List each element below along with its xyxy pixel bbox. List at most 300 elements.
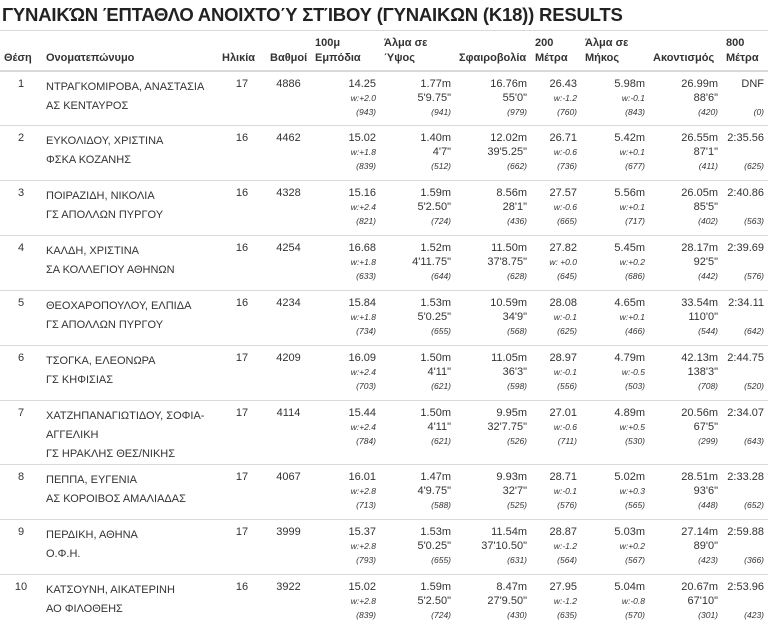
imperial-mark: 85'5" xyxy=(693,201,718,213)
cell-rank: 1 xyxy=(0,71,42,126)
cell-shot-put xyxy=(455,291,531,346)
event-mark: 2:34.11 xyxy=(728,297,764,309)
event-mark: 1.59m xyxy=(420,581,451,593)
spacer xyxy=(726,365,764,379)
event-mark: 1.50m xyxy=(420,407,451,419)
event-mark: 15.84 xyxy=(348,297,376,309)
cell-athlete xyxy=(42,575,218,627)
athlete-name: ΠΟΙΡΑΖΙΔΗ, ΝΙΚΟΛΙΑ xyxy=(46,190,155,202)
cell-athlete xyxy=(42,465,218,520)
table-row xyxy=(0,236,768,291)
event-mark: 27.57 xyxy=(549,187,577,199)
cell-athlete xyxy=(42,401,218,465)
spacer xyxy=(726,484,764,498)
imperial-mark: 4'11" xyxy=(427,366,451,378)
imperial-mark: 5'2.50" xyxy=(417,201,451,213)
event-points: (736) xyxy=(557,161,577,171)
cell-points: 4254 xyxy=(266,236,311,291)
event-points: (301) xyxy=(698,610,718,620)
wind-reading: w:+1.8 xyxy=(350,147,376,157)
event-mark: 5.98m xyxy=(614,77,645,90)
athlete-name: ΘΕΟΧΑΡΟΠΟΥΛΟΥ, ΕΛΠΙΔΑ xyxy=(46,300,192,312)
header-hurdles: 100μ Εμπόδια xyxy=(311,31,380,71)
cell-shot-put xyxy=(455,236,531,291)
imperial-mark: 93'6" xyxy=(693,485,718,497)
event-mark: 42.13m xyxy=(681,352,718,364)
cell-200m xyxy=(531,520,581,575)
event-points: (644) xyxy=(431,271,451,281)
cell-800m xyxy=(722,520,768,575)
cell-age: 16 xyxy=(218,236,266,291)
event-mark: 27.82 xyxy=(549,242,577,254)
event-mark: 5.42m xyxy=(614,132,645,144)
cell-hurdles xyxy=(311,401,380,465)
event-points: (366) xyxy=(744,555,764,565)
imperial-mark: 5'0.25" xyxy=(417,540,451,552)
event-mark: 26.55m xyxy=(681,132,718,144)
cell-800m xyxy=(722,291,768,346)
cell-rank: 6 xyxy=(0,346,42,401)
wind-reading: w:+0.1 xyxy=(619,312,645,322)
cell-javelin xyxy=(649,520,722,575)
cell-athlete xyxy=(42,346,218,401)
event-points: (635) xyxy=(557,610,577,620)
cell-javelin xyxy=(649,181,722,236)
table-row xyxy=(0,181,768,236)
results-body xyxy=(0,71,768,627)
event-points: (0) xyxy=(753,106,764,117)
event-points: (686) xyxy=(625,271,645,281)
table-header-row xyxy=(0,31,768,71)
table-row xyxy=(0,575,768,627)
athlete-name: ΧΑΤΖΗΠΑΝΑΓΙΩΤΙΔΟΥ, ΣΟΦΙΑ-ΑΓΓΕΛΙΚΗ xyxy=(46,410,205,441)
imperial-mark: 37'10.50" xyxy=(481,540,527,552)
event-points: (402) xyxy=(698,216,718,226)
event-points: (436) xyxy=(507,216,527,226)
event-points: (724) xyxy=(431,610,451,620)
athlete-name: ΤΣΟΓΚΑ, ΕΛΕΟΝΩΡΑ xyxy=(46,355,156,367)
cell-age: 17 xyxy=(218,401,266,465)
wind-reading: w:+0.2 xyxy=(619,541,645,551)
cell-long-jump xyxy=(581,346,649,401)
imperial-mark: 88'6" xyxy=(693,91,718,104)
wind-reading: w: +0.0 xyxy=(549,257,577,267)
event-points: (621) xyxy=(431,436,451,446)
event-mark: DNF xyxy=(741,77,764,90)
athlete-club: ΣΑ ΚΟΛΛΕΓΙΟΥ ΑΘΗΝΩΝ xyxy=(46,264,175,276)
event-points: (442) xyxy=(698,271,718,281)
wind-reading: w:+0.1 xyxy=(619,147,645,157)
imperial-mark: 34'9" xyxy=(502,311,527,323)
event-points: (526) xyxy=(507,436,527,446)
event-points: (941) xyxy=(431,106,451,117)
cell-high-jump xyxy=(380,236,455,291)
spacer xyxy=(726,310,764,324)
event-mark: 20.67m xyxy=(681,581,718,593)
athlete-name: ΝΤΡΑΓΚΟΜΙΡΟΒΑ, ΑΝΑΣΤΑΣΙΑ xyxy=(46,80,205,93)
table-row xyxy=(0,71,768,126)
imperial-mark: 5'2.50" xyxy=(417,595,451,607)
cell-javelin xyxy=(649,465,722,520)
wind-reading: w:-0.6 xyxy=(553,147,577,157)
cell-high-jump xyxy=(380,465,455,520)
cell-age: 16 xyxy=(218,291,266,346)
cell-hurdles xyxy=(311,236,380,291)
wind-reading: w:+2.4 xyxy=(350,367,376,377)
event-points: (448) xyxy=(698,500,718,510)
event-points: (576) xyxy=(557,500,577,510)
event-mark: 20.56m xyxy=(681,407,718,419)
event-points: (839) xyxy=(356,610,376,620)
cell-long-jump xyxy=(581,291,649,346)
event-mark: 11.54m xyxy=(491,526,527,538)
cell-shot-put xyxy=(455,575,531,627)
event-points: (655) xyxy=(431,326,451,336)
imperial-mark: 36'3" xyxy=(502,366,527,378)
cell-200m xyxy=(531,71,581,126)
spacer xyxy=(726,420,764,434)
cell-athlete xyxy=(42,236,218,291)
event-mark: 5.03m xyxy=(614,526,645,538)
athlete-name: ΚΑΛΔΗ, ΧΡΙΣΤΙΝΑ xyxy=(46,245,140,257)
event-mark: 11.50m xyxy=(491,242,527,254)
imperial-mark: 67'5" xyxy=(693,421,718,433)
cell-points: 4114 xyxy=(266,401,311,465)
cell-200m xyxy=(531,465,581,520)
event-points: (703) xyxy=(356,381,376,391)
event-points: (466) xyxy=(625,326,645,336)
header-long-jump: Άλμα σε Μήκος xyxy=(581,31,649,71)
table-row xyxy=(0,401,768,465)
event-mark: 28.71 xyxy=(549,471,577,483)
cell-shot-put xyxy=(455,520,531,575)
event-points: (568) xyxy=(507,326,527,336)
event-points: (512) xyxy=(431,161,451,171)
event-mark: 28.51m xyxy=(681,471,718,483)
cell-long-jump xyxy=(581,181,649,236)
cell-200m xyxy=(531,291,581,346)
event-mark: 5.45m xyxy=(614,242,645,254)
imperial-mark: 27'9.50" xyxy=(487,595,527,607)
event-mark: 2:59.88 xyxy=(727,526,764,538)
event-points: (628) xyxy=(507,271,527,281)
athlete-club: ΦΣΚΑ ΚΟΖΑΝΗΣ xyxy=(46,154,131,166)
athlete-name: ΠΕΡΔΙΚΗ, ΑΘΗΝΑ xyxy=(46,529,138,541)
cell-rank: 7 xyxy=(0,401,42,465)
event-mark: 26.05m xyxy=(681,187,718,199)
cell-long-jump xyxy=(581,401,649,465)
wind-reading: w:-0.6 xyxy=(553,422,577,432)
header-points: Βαθμοί xyxy=(266,31,311,71)
wind-reading: w:-0.1 xyxy=(553,367,577,377)
cell-high-jump xyxy=(380,126,455,181)
imperial-mark: 4'11.75" xyxy=(412,256,451,268)
cell-shot-put xyxy=(455,126,531,181)
event-mark: 8.56m xyxy=(496,187,527,199)
wind-reading: w:+2.8 xyxy=(350,486,376,496)
wind-reading: w:+2.8 xyxy=(350,541,376,551)
athlete-club: ΑΣ ΚΕΝΤΑΥΡΟΣ xyxy=(46,99,129,112)
cell-hurdles xyxy=(311,71,380,126)
event-mark: 15.37 xyxy=(348,526,376,538)
event-mark: 16.01 xyxy=(348,471,376,483)
athlete-club: ΓΣ ΑΠΟΛΛΩΝ ΠΥΡΓΟΥ xyxy=(46,319,164,331)
table-row xyxy=(0,291,768,346)
cell-high-jump xyxy=(380,575,455,627)
imperial-mark: 67'10" xyxy=(687,595,718,607)
imperial-mark: 138'3" xyxy=(687,366,718,378)
athlete-name: ΚΑΤΣΟΥΝΗ, ΑΙΚΑΤΕΡΙΝΗ xyxy=(46,584,175,596)
event-mark: 15.02 xyxy=(348,581,376,593)
event-mark: 1.59m xyxy=(420,187,451,199)
event-points: (760) xyxy=(557,106,577,117)
wind-reading: w:-1.2 xyxy=(553,92,577,103)
wind-reading: w:+0.5 xyxy=(619,422,645,432)
event-points: (530) xyxy=(625,436,645,446)
event-mark: 9.95m xyxy=(496,407,527,419)
event-mark: 1.77m xyxy=(420,77,451,90)
event-points: (717) xyxy=(625,216,645,226)
athlete-club: ΑΣ ΚΟΡΟΙΒΟΣ ΑΜΑΛΙΑΔΑΣ xyxy=(46,493,186,505)
event-mark: 4.79m xyxy=(614,352,645,364)
cell-athlete xyxy=(42,71,218,126)
cell-age: 16 xyxy=(218,126,266,181)
event-points: (567) xyxy=(625,555,645,565)
event-mark: 5.56m xyxy=(614,187,645,199)
imperial-mark: 39'5.25" xyxy=(487,146,527,158)
cell-shot-put xyxy=(455,401,531,465)
table-row xyxy=(0,346,768,401)
imperial-mark: 32'7" xyxy=(502,485,527,497)
cell-javelin xyxy=(649,401,722,465)
spacer xyxy=(726,200,764,214)
event-mark: 1.53m xyxy=(420,297,451,309)
event-mark: 10.59m xyxy=(490,297,527,309)
event-mark: 15.02 xyxy=(348,132,376,144)
table-row xyxy=(0,465,768,520)
cell-200m xyxy=(531,236,581,291)
cell-points: 4234 xyxy=(266,291,311,346)
cell-points: 4067 xyxy=(266,465,311,520)
cell-high-jump xyxy=(380,401,455,465)
header-name: Ονοματεπώνυμο xyxy=(42,31,218,71)
event-mark: 26.99m xyxy=(681,77,718,90)
spacer xyxy=(726,594,764,608)
event-mark: 8.47m xyxy=(496,581,527,593)
table-row xyxy=(0,520,768,575)
event-points: (645) xyxy=(557,271,577,281)
event-mark: 15.16 xyxy=(348,187,376,199)
event-points: (565) xyxy=(625,500,645,510)
wind-reading: w:-0.6 xyxy=(553,202,577,212)
cell-age: 17 xyxy=(218,520,266,575)
cell-shot-put xyxy=(455,465,531,520)
event-mark: 2:39.69 xyxy=(727,242,764,254)
spacer xyxy=(726,145,764,159)
cell-hurdles xyxy=(311,291,380,346)
wind-reading: w:+0.3 xyxy=(619,486,645,496)
cell-javelin xyxy=(649,126,722,181)
imperial-mark: 110'0" xyxy=(688,311,718,323)
event-mark: 9.93m xyxy=(496,471,527,483)
event-points: (430) xyxy=(507,610,527,620)
cell-800m xyxy=(722,126,768,181)
cell-hurdles xyxy=(311,126,380,181)
event-points: (564) xyxy=(557,555,577,565)
event-mark: 5.04m xyxy=(614,581,645,593)
cell-rank: 2 xyxy=(0,126,42,181)
event-mark: 28.08 xyxy=(549,297,577,309)
cell-javelin xyxy=(649,346,722,401)
cell-long-jump xyxy=(581,520,649,575)
event-mark: 16.09 xyxy=(348,352,376,364)
imperial-mark: 4'11" xyxy=(427,421,451,433)
event-points: (655) xyxy=(431,555,451,565)
athlete-name: ΕΥΚΟΛΙΔΟΥ, ΧΡΙΣΤΙΝΑ xyxy=(46,135,164,147)
event-points: (520) xyxy=(744,381,764,391)
event-points: (642) xyxy=(744,326,764,336)
cell-high-jump xyxy=(380,181,455,236)
event-mark: 2:53.96 xyxy=(727,581,764,593)
event-mark: 2:34.07 xyxy=(727,407,764,419)
cell-hurdles xyxy=(311,575,380,627)
event-points: (621) xyxy=(431,381,451,391)
cell-points: 4462 xyxy=(266,126,311,181)
cell-high-jump xyxy=(380,71,455,126)
event-mark: 4.89m xyxy=(614,407,645,419)
event-mark: 1.53m xyxy=(420,526,451,538)
cell-age: 17 xyxy=(218,71,266,126)
athlete-name: ΠΕΠΠΑ, ΕΥΓΕΝΙΑ xyxy=(46,474,138,486)
header-shot-put: Σφαιροβολία xyxy=(455,31,531,71)
imperial-mark: 32'7.75" xyxy=(487,421,527,433)
event-points: (423) xyxy=(744,610,764,620)
wind-reading: w:+2.8 xyxy=(350,596,376,606)
cell-800m xyxy=(722,236,768,291)
wind-reading: w:-1.2 xyxy=(553,541,577,551)
cell-800m xyxy=(722,71,768,126)
event-mark: 2:35.56 xyxy=(727,132,764,144)
cell-high-jump xyxy=(380,520,455,575)
imperial-mark: 37'8.75" xyxy=(487,256,527,268)
event-points: (631) xyxy=(507,555,527,565)
imperial-mark: 89'0" xyxy=(693,540,718,552)
event-points: (576) xyxy=(744,271,764,281)
event-points: (598) xyxy=(507,381,527,391)
athlete-club: ΓΣ ΑΠΟΛΛΩΝ ΠΥΡΓΟΥ xyxy=(46,209,164,221)
wind-reading: w:-1.2 xyxy=(553,596,577,606)
event-points: (821) xyxy=(356,216,376,226)
cell-long-jump xyxy=(581,126,649,181)
cell-long-jump xyxy=(581,575,649,627)
cell-points: 4886 xyxy=(266,71,311,126)
cell-rank: 3 xyxy=(0,181,42,236)
athlete-club: ΑΟ ΦΙΛΟΘΕΗΣ xyxy=(46,603,123,615)
event-mark: 11.05m xyxy=(491,352,527,364)
event-points: (633) xyxy=(356,271,376,281)
cell-points: 4209 xyxy=(266,346,311,401)
event-points: (570) xyxy=(625,610,645,620)
event-mark: 26.43 xyxy=(549,77,577,90)
event-mark: 27.95 xyxy=(549,581,577,593)
cell-javelin xyxy=(649,236,722,291)
event-mark: 1.40m xyxy=(420,132,451,144)
cell-200m xyxy=(531,401,581,465)
cell-200m xyxy=(531,346,581,401)
event-mark: 1.47m xyxy=(420,471,451,483)
cell-long-jump xyxy=(581,465,649,520)
event-points: (625) xyxy=(744,161,764,171)
event-mark: 16.76m xyxy=(490,77,527,90)
event-points: (643) xyxy=(744,436,764,446)
cell-javelin xyxy=(649,291,722,346)
event-points: (943) xyxy=(356,106,376,117)
event-points: (625) xyxy=(557,326,577,336)
event-mark: 4.65m xyxy=(614,297,645,309)
cell-athlete xyxy=(42,181,218,236)
cell-rank: 8 xyxy=(0,465,42,520)
event-points: (713) xyxy=(356,500,376,510)
event-mark: 2:40.86 xyxy=(727,187,764,199)
cell-points: 4328 xyxy=(266,181,311,236)
cell-athlete xyxy=(42,291,218,346)
event-points: (793) xyxy=(356,555,376,565)
event-points: (544) xyxy=(698,326,718,336)
event-points: (503) xyxy=(625,381,645,391)
imperial-mark: 87'1" xyxy=(693,146,718,158)
event-mark: 5.02m xyxy=(614,471,645,483)
cell-shot-put xyxy=(455,181,531,236)
wind-reading: w:-0.5 xyxy=(621,367,645,377)
cell-age: 16 xyxy=(218,575,266,627)
cell-rank: 5 xyxy=(0,291,42,346)
cell-800m xyxy=(722,575,768,627)
event-points: (708) xyxy=(698,381,718,391)
event-mark: 28.87 xyxy=(549,526,577,538)
cell-hurdles xyxy=(311,346,380,401)
cell-athlete xyxy=(42,126,218,181)
spacer xyxy=(726,91,764,105)
header-age: Ηλικία xyxy=(218,31,266,71)
wind-reading: w:+1.8 xyxy=(350,257,376,267)
event-mark: 2:33.28 xyxy=(727,471,764,483)
header-800m: 800 Μέτρα xyxy=(722,31,768,71)
wind-reading: w:-0.1 xyxy=(621,92,645,103)
athlete-club: ΓΣ ΗΡΑΚΛΗΣ ΘΕΣ/ΝΙΚΗΣ xyxy=(46,448,176,460)
cell-200m xyxy=(531,575,581,627)
wind-reading: w:+1.8 xyxy=(350,312,376,322)
event-points: (724) xyxy=(431,216,451,226)
event-mark: 14.25 xyxy=(348,77,376,90)
event-points: (299) xyxy=(698,436,718,446)
event-points: (556) xyxy=(557,381,577,391)
athlete-club: ΓΣ ΚΗΦΙΣΙΑΣ xyxy=(46,374,114,386)
cell-800m xyxy=(722,346,768,401)
wind-reading: w:-0.1 xyxy=(553,312,577,322)
event-points: (839) xyxy=(356,161,376,171)
cell-800m xyxy=(722,465,768,520)
imperial-mark: 5'0.25" xyxy=(417,311,451,323)
event-points: (662) xyxy=(507,161,527,171)
wind-reading: w:+0.2 xyxy=(619,257,645,267)
header-javelin: Ακοντισμός xyxy=(649,31,722,71)
cell-long-jump xyxy=(581,236,649,291)
event-points: (711) xyxy=(557,436,577,446)
cell-shot-put xyxy=(455,346,531,401)
event-mark: 33.54m xyxy=(681,297,718,309)
cell-high-jump xyxy=(380,291,455,346)
wind-reading: w:+2.4 xyxy=(350,202,376,212)
